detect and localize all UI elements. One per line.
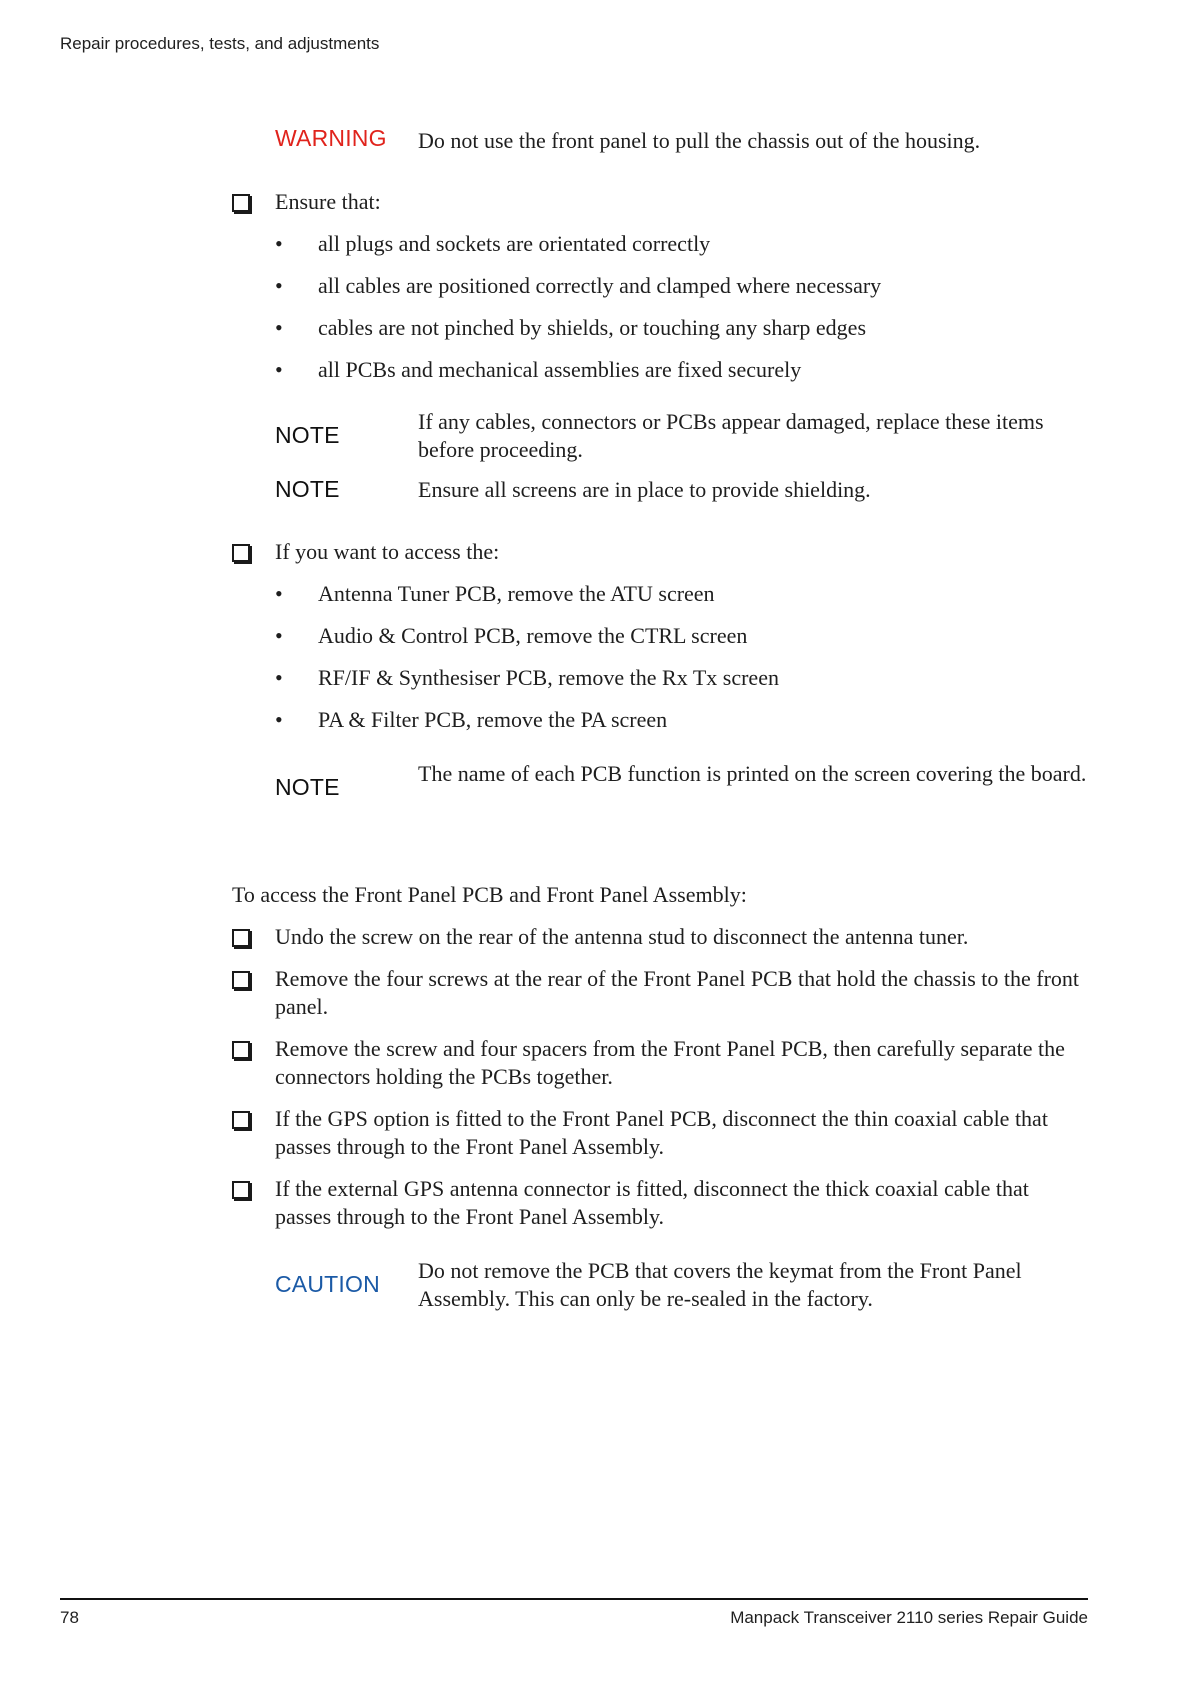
note-label: NOTE	[275, 774, 340, 800]
checkbox-icon[interactable]	[232, 1181, 250, 1199]
bullet-icon: •	[275, 581, 283, 606]
note-label: NOTE	[275, 422, 340, 448]
bullet-icon: •	[275, 357, 283, 382]
note-label: NOTE	[275, 476, 340, 502]
bullet-icon: •	[275, 231, 283, 256]
warning-text: Do not use the front panel to pull the chassis out of the housing.	[418, 128, 981, 153]
checkbox-icon[interactable]	[232, 544, 250, 562]
step-access-text: If you want to access the:	[275, 539, 500, 564]
bullet-icon: •	[275, 315, 283, 340]
front-panel-step-text: If the external GPS antenna connector is fitted, disconnect the thick coaxial cable that passes through to the Front Panel Assembly.	[275, 1176, 1029, 1229]
bullet-icon: •	[275, 623, 283, 648]
front-panel-step-text: Remove the screw and four spacers from the Front Panel PCB, then carefully separate the connectors holding the PCBs together.	[275, 1036, 1065, 1089]
step-ensure-text: Ensure that:	[275, 189, 381, 214]
bullet-icon: •	[275, 273, 283, 298]
checkbox-icon[interactable]	[232, 1111, 250, 1129]
checkbox-icon[interactable]	[232, 971, 250, 989]
front-panel-step-text: If the GPS option is fitted to the Front Panel PCB, disconnect the thin coaxial cable that passes through to the Front Panel Assembly.	[275, 1106, 1048, 1159]
document-title: Manpack Transceiver 2110 series Repair Guide	[730, 1608, 1088, 1627]
footer-divider	[60, 1598, 1088, 1600]
note-text: The name of each PCB function is printed on the screen covering the board.	[418, 761, 1087, 786]
warning-label: WARNING	[275, 125, 387, 151]
checkbox-icon[interactable]	[232, 194, 250, 212]
front-panel-step-text: Undo the screw on the rear of the antenna stud to disconnect the antenna tuner.	[275, 924, 969, 949]
bullet-icon: •	[275, 665, 283, 690]
note-text: Ensure all screens are in place to provide shielding.	[418, 477, 871, 502]
bullet-icon: •	[275, 707, 283, 732]
section-intro: To access the Front Panel PCB and Front Panel Assembly:	[232, 882, 747, 907]
page-number: 78	[60, 1608, 79, 1627]
checkbox-icon[interactable]	[232, 1041, 250, 1059]
caution-label: CAUTION	[275, 1271, 380, 1297]
note-text: If any cables, connectors or PCBs appear damaged, replace these items before proceeding.	[418, 409, 1044, 462]
front-panel-step-text: Remove the four screws at the rear of the Front Panel PCB that hold the chassis to the front panel.	[275, 966, 1080, 1019]
running-header: Repair procedures, tests, and adjustments	[60, 34, 380, 53]
caution-text: Do not remove the PCB that covers the keymat from the Front Panel Assembly. This can only be re-sealed in the factory.	[418, 1258, 1022, 1311]
checkbox-icon[interactable]	[232, 929, 250, 947]
